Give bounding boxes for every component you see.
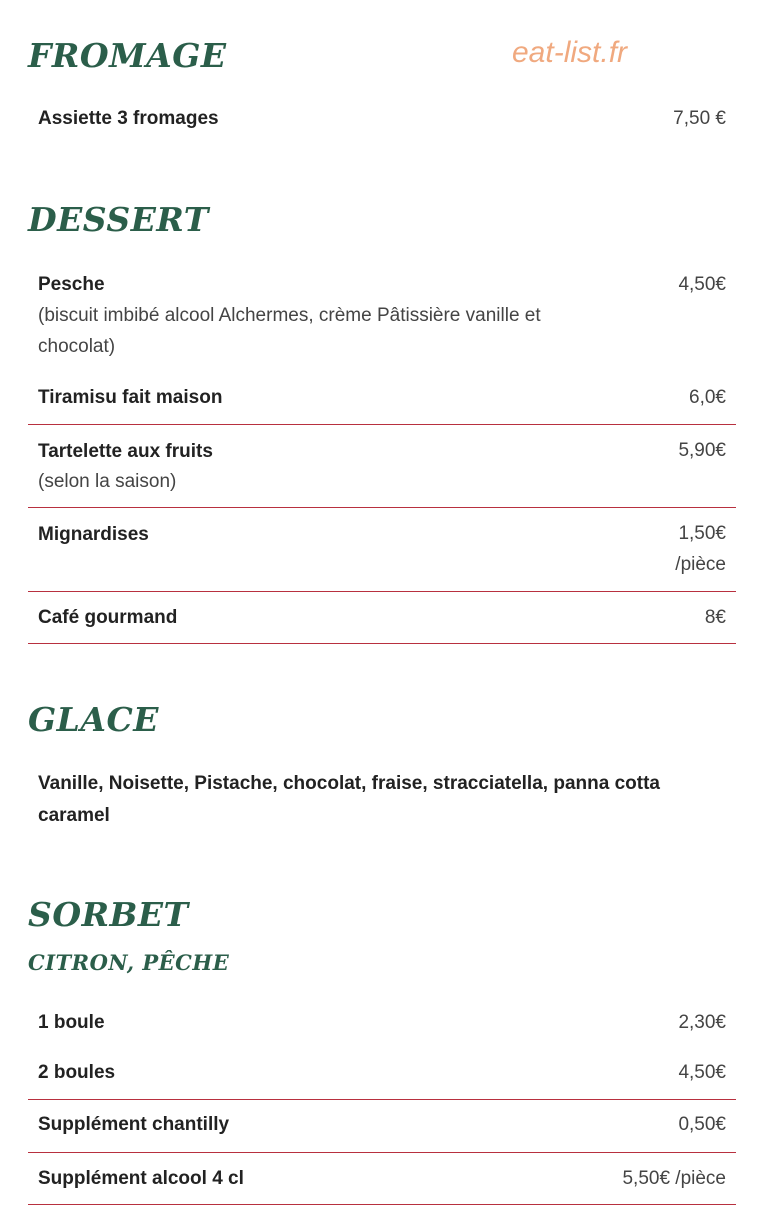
item-price-unit: /pièce	[675, 554, 726, 575]
menu-item-row	[28, 425, 736, 508]
item-description: (biscuit imbibé alcool Alchermes, crème Pâtissière vanille et chocolat)	[38, 305, 541, 357]
item-name: Tartelette aux fruits	[38, 441, 213, 462]
item-name: Supplément chantilly	[38, 1114, 230, 1135]
section-title-glace: GLACE	[28, 700, 159, 739]
item-name: 2 boules	[38, 1062, 116, 1083]
menu-item-row	[28, 1005, 736, 1049]
menu-item-row	[28, 376, 736, 425]
menu-item-row	[28, 592, 736, 644]
watermark-logo: eat-list.fr	[512, 36, 628, 69]
item-price: 0,50€	[678, 1114, 726, 1135]
item-price: 2,30€	[678, 1012, 726, 1033]
item-price-value: 1,50€	[678, 523, 726, 544]
item-price: 8€	[704, 607, 726, 628]
section-title-sorbet: SORBET	[28, 895, 189, 934]
item-name: Tiramisu fait maison	[38, 387, 223, 408]
menu-item-row	[28, 1100, 736, 1153]
menu-item-row	[28, 266, 736, 366]
item-name: Café gourmand	[38, 607, 178, 628]
item-description: (selon la saison)	[38, 471, 177, 492]
section-title-fromage: FROMAGE	[28, 36, 227, 75]
item-name: Supplément alcool 4 cl	[38, 1168, 244, 1189]
item-name: Mignardises	[38, 524, 149, 545]
menu-item-row	[28, 508, 736, 592]
item-price: 5,90€	[678, 440, 726, 461]
glace-flavors: Vanille, Noisette, Pistache, chocolat, fraise, stracciatella, panna cotta caramel	[38, 773, 660, 826]
item-name: Assiette 3 fromages	[38, 108, 219, 129]
menu-item-row	[28, 100, 736, 140]
menu-item-row	[28, 1153, 736, 1205]
item-price: 4,50€	[678, 1062, 726, 1083]
item-price: 4,50€	[678, 274, 726, 295]
item-price	[675, 518, 726, 580]
item-name: 1 boule	[38, 1012, 105, 1033]
item-price: 5,50€ /pièce	[622, 1168, 726, 1189]
item-price: 6,0€	[689, 387, 726, 408]
section-subtitle-sorbet: CITRON, PÊCHE	[28, 950, 230, 975]
item-price: 7,50 €	[673, 108, 726, 129]
menu-item-row	[28, 1054, 736, 1100]
section-title-dessert: DESSERT	[28, 200, 209, 239]
item-name: Pesche	[38, 274, 105, 295]
